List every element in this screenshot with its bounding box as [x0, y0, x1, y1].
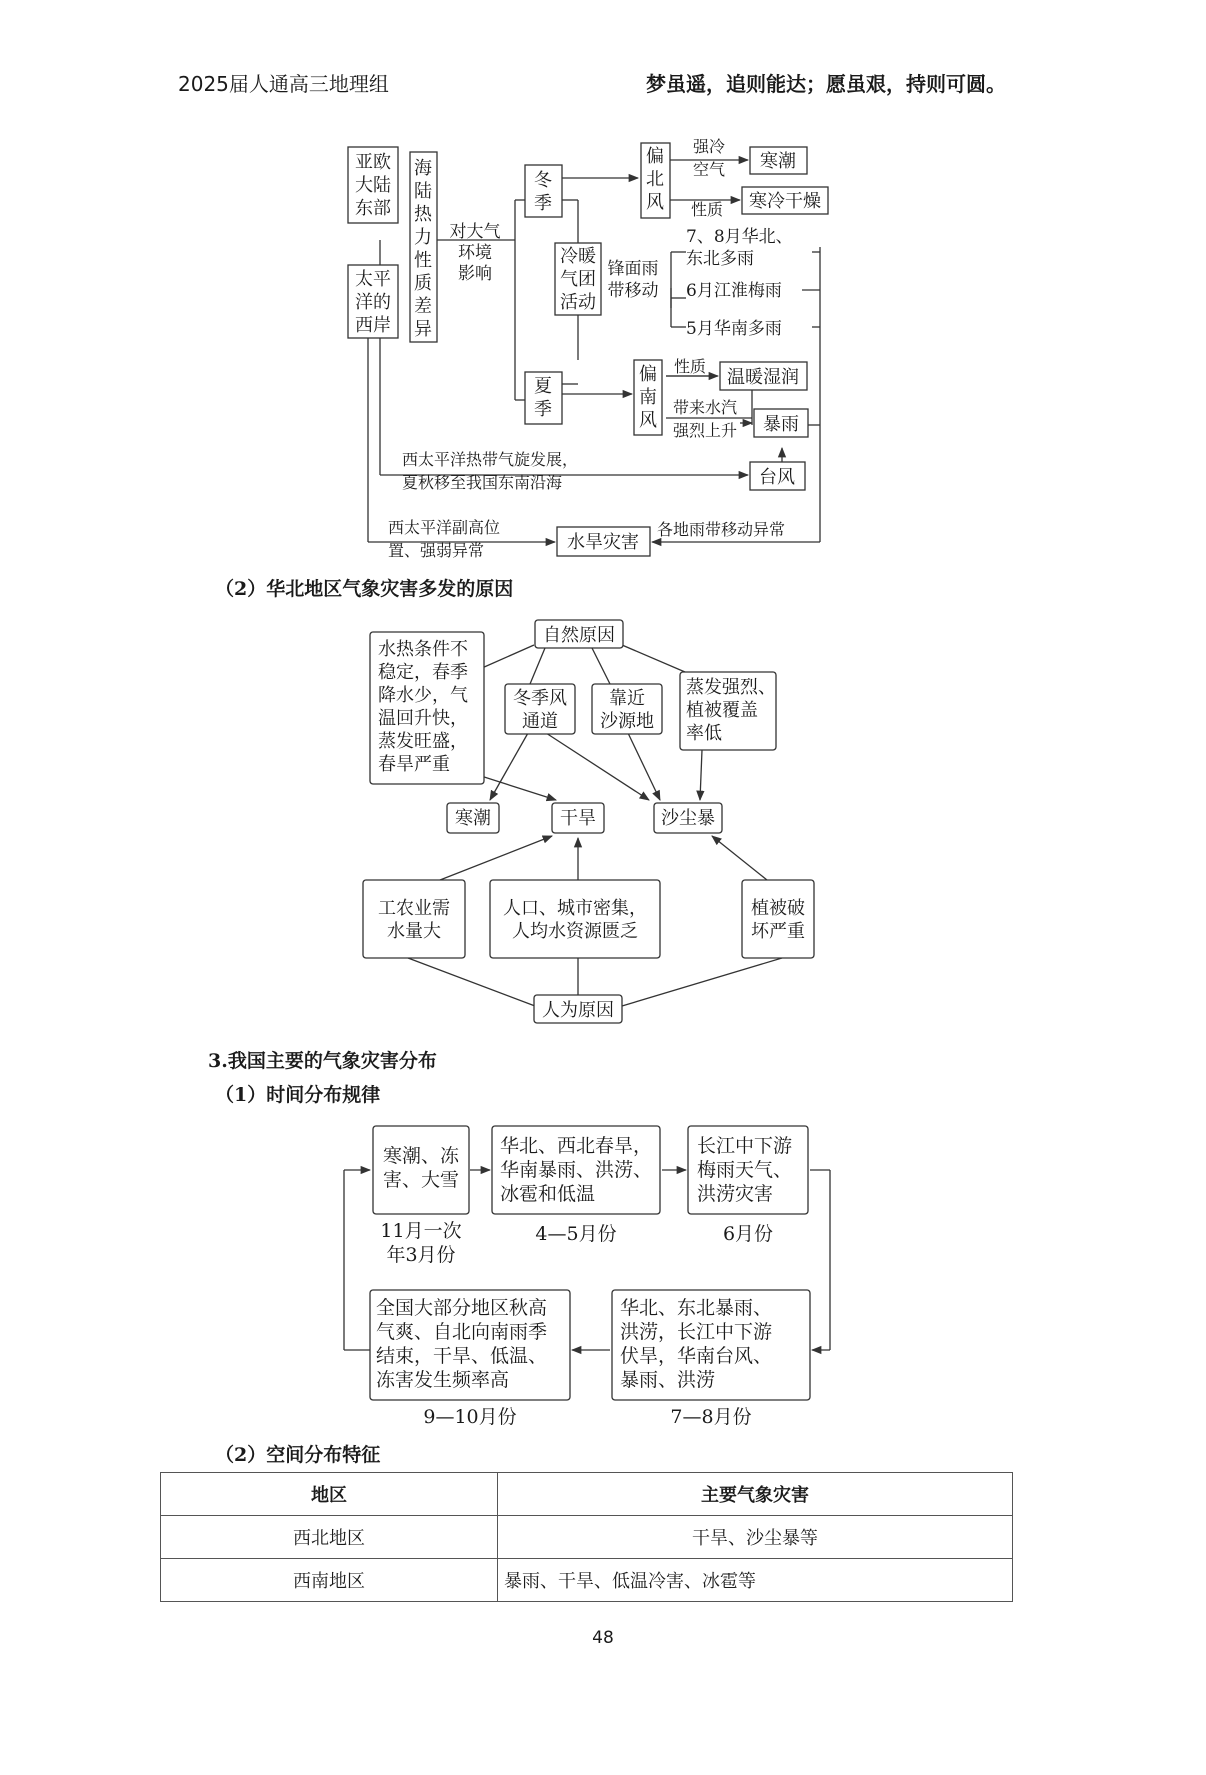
nature-label-2: 性质	[673, 357, 707, 376]
vegetation-line2: 坏严重	[751, 921, 805, 942]
table-row	[161, 1516, 1013, 1559]
cold-dry-box-text: 寒冷干燥	[749, 191, 821, 212]
header-right: 梦虽遥，追则能达；愿虽艰，持则可圆。	[646, 72, 1006, 96]
period-sep-line3: 结束，干旱、低温、	[376, 1345, 548, 1367]
winter-box-line2: 季	[534, 193, 552, 214]
period-nov-label-line1: 11月一次	[380, 1220, 462, 1242]
winter-box-line1: 冬	[534, 170, 552, 191]
rainstorm-box-text: 暴雨	[763, 414, 799, 435]
population-line1: 人口、城市密集，	[503, 898, 647, 919]
water-heat-line1: 水热条件不	[378, 639, 468, 660]
south-wind-line1: 偏	[639, 364, 657, 385]
cold-air-label-line2: 空气	[692, 160, 726, 179]
pacific-box-line1: 太平	[355, 269, 391, 290]
sand-source-line2: 沙源地	[600, 711, 654, 732]
effect-label-line1: 对大气	[449, 222, 501, 242]
spatial-distribution-table	[160, 1472, 1013, 1602]
section3-sub2: （2）空间分布特征	[215, 1444, 381, 1466]
cold-wave-box-1-text: 寒潮	[760, 151, 796, 172]
period-jul-line4: 暴雨、洪涝	[620, 1369, 716, 1391]
period-jul-line1: 华北、东北暴雨、	[620, 1297, 773, 1319]
may-label: 5月华南多雨	[686, 319, 782, 339]
period-sep-label: 9—10月份	[423, 1406, 517, 1428]
front-rain-label-line2: 带移动	[607, 281, 659, 301]
period-nov-label-line2: 年3月份	[386, 1244, 456, 1266]
period-sep-line4: 冻害发生频率高	[376, 1369, 510, 1391]
period-sep-line2: 气爽、自北向南雨季	[376, 1321, 548, 1343]
south-wind-line3: 风	[639, 410, 657, 431]
period-apr-line3: 冰雹和低温	[500, 1183, 596, 1205]
period-jul-line2: 洪涝，长江中下游	[620, 1321, 773, 1343]
period-jul-line3: 伏旱，华南台风、	[620, 1345, 773, 1367]
pacific-box-line3: 西岸	[355, 315, 391, 336]
effect-label-line2: 环境	[458, 243, 492, 263]
rainbelt-note: 各地雨带移动异常	[657, 520, 786, 539]
jul-aug-label-line2: 东北多雨	[686, 249, 754, 269]
front-box-line2: 气团	[560, 269, 596, 290]
monsoon-channel-line1: 冬季风	[513, 688, 567, 709]
section3-heading: 3.我国主要的气象灾害分布	[208, 1050, 437, 1072]
subtropical-note-line1: 西太平洋副高位	[388, 518, 501, 537]
evaporation-line1: 蒸发强烈、	[686, 677, 776, 698]
south-wind-line2: 南	[639, 387, 657, 408]
flood-drought-box-text: 水旱灾害	[567, 532, 639, 553]
vegetation-box	[742, 880, 814, 958]
table-header-row	[161, 1473, 1013, 1516]
section3-sub1: （1）时间分布规律	[215, 1084, 381, 1106]
evaporation-line2: 植被覆盖	[686, 700, 758, 721]
asia-box-line3: 东部	[355, 198, 391, 219]
natural-cause-text: 自然原因	[543, 625, 615, 646]
asia-box-line2: 大陆	[355, 175, 391, 196]
typhoon-note-line2: 夏秋移至我国东南沿海	[402, 473, 563, 492]
temporal-distribution-diagram	[0, 1115, 1206, 1435]
population-line2: 人均水资源匮乏	[512, 921, 638, 942]
period-apr-label: 4—5月份	[535, 1223, 617, 1245]
water-heat-line6: 春旱严重	[378, 754, 450, 775]
front-box-line3: 活动	[560, 292, 596, 313]
industry-box	[363, 880, 465, 958]
table-row	[161, 1559, 1013, 1602]
june-label: 6月江淮梅雨	[686, 281, 782, 301]
sandstorm-box-text: 沙尘暴	[661, 808, 715, 829]
period-jun-label: 6月份	[722, 1223, 774, 1245]
jul-aug-label-line1: 7、8月华北、	[686, 227, 793, 247]
front-box-line1: 冷暖	[560, 246, 596, 267]
water-heat-line4: 温回升快，	[378, 708, 468, 729]
table-cell-disaster: 干旱、沙尘暴等	[498, 1516, 1013, 1559]
vapor-label-line1: 带来水汽	[672, 398, 738, 417]
vegetation-line1: 植被破	[751, 898, 805, 919]
table-cell-region: 西南地区	[161, 1559, 498, 1602]
period-jun-line1: 长江中下游	[697, 1135, 793, 1157]
asia-box-line1: 亚欧	[355, 152, 391, 173]
industry-line2: 水量大	[387, 921, 441, 942]
cold-wave-box-2-text: 寒潮	[455, 808, 491, 829]
typhoon-box-text: 台风	[759, 467, 795, 488]
cold-air-label-line1: 强冷	[692, 137, 726, 156]
header-left: 2025届人通高三地理组	[178, 72, 389, 96]
human-cause-text: 人为原因	[542, 1000, 614, 1021]
vapor-label-line2: 强烈上升	[672, 421, 738, 440]
nature-label: 性质	[690, 200, 724, 219]
monsoon-channel-line2: 通道	[522, 711, 558, 732]
north-wind-line1: 偏	[646, 146, 664, 167]
evaporation-line3: 率低	[686, 723, 722, 744]
pacific-box-line2: 洋的	[355, 292, 391, 313]
period-jun-line2: 梅雨天气、	[697, 1159, 793, 1181]
period-nov-line2: 害、大雪	[382, 1169, 460, 1191]
water-heat-line5: 蒸发旺盛，	[378, 731, 468, 752]
section2-heading: （2）华北地区气象灾害多发的原因	[215, 578, 514, 600]
sand-source-line1: 靠近	[609, 688, 645, 709]
typhoon-note-line1: 西太平洋热带气旋发展，	[402, 450, 579, 469]
water-heat-line3: 降水少，气	[378, 685, 468, 706]
table-cell-region: 西北地区	[161, 1516, 498, 1559]
table-header-disaster: 主要气象灾害	[498, 1473, 1013, 1516]
population-box	[490, 880, 660, 958]
monsoon-disaster-diagram	[0, 0, 1206, 580]
front-rain-label-line1: 锋面雨	[607, 259, 659, 279]
industry-line1: 工农业需	[378, 898, 450, 919]
thermal-box-text: 海陆热力性质差异	[414, 158, 432, 340]
table-header-region: 地区	[161, 1473, 498, 1516]
subtropical-note-line2: 置、强弱异常	[388, 541, 485, 560]
warm-humid-box-text: 温暖湿润	[727, 367, 799, 388]
table-cell-disaster: 暴雨、干旱、低温冷害、冰雹等	[498, 1559, 1013, 1602]
period-sep-line1: 全国大部分地区秋高	[376, 1297, 548, 1319]
period-nov-line1: 寒潮、冻	[382, 1145, 460, 1167]
summer-box-line2: 季	[534, 399, 552, 420]
period-jul-label: 7—8月份	[670, 1406, 752, 1428]
page-number: 48	[592, 1628, 614, 1648]
effect-label-line3: 影响	[458, 264, 492, 284]
summer-box-line1: 夏	[534, 376, 552, 397]
period-apr-line1: 华北、西北春旱，	[500, 1135, 653, 1157]
north-wind-line3: 风	[646, 192, 664, 213]
north-wind-line2: 北	[646, 169, 664, 190]
north-china-causes-diagram	[0, 610, 1206, 1030]
period-apr-line2: 华南暴雨、洪涝、	[500, 1159, 653, 1181]
water-heat-line2: 稳定，春季	[378, 662, 468, 683]
period-jun-line3: 洪涝灾害	[697, 1183, 774, 1205]
drought-box-text: 干旱	[560, 808, 596, 829]
